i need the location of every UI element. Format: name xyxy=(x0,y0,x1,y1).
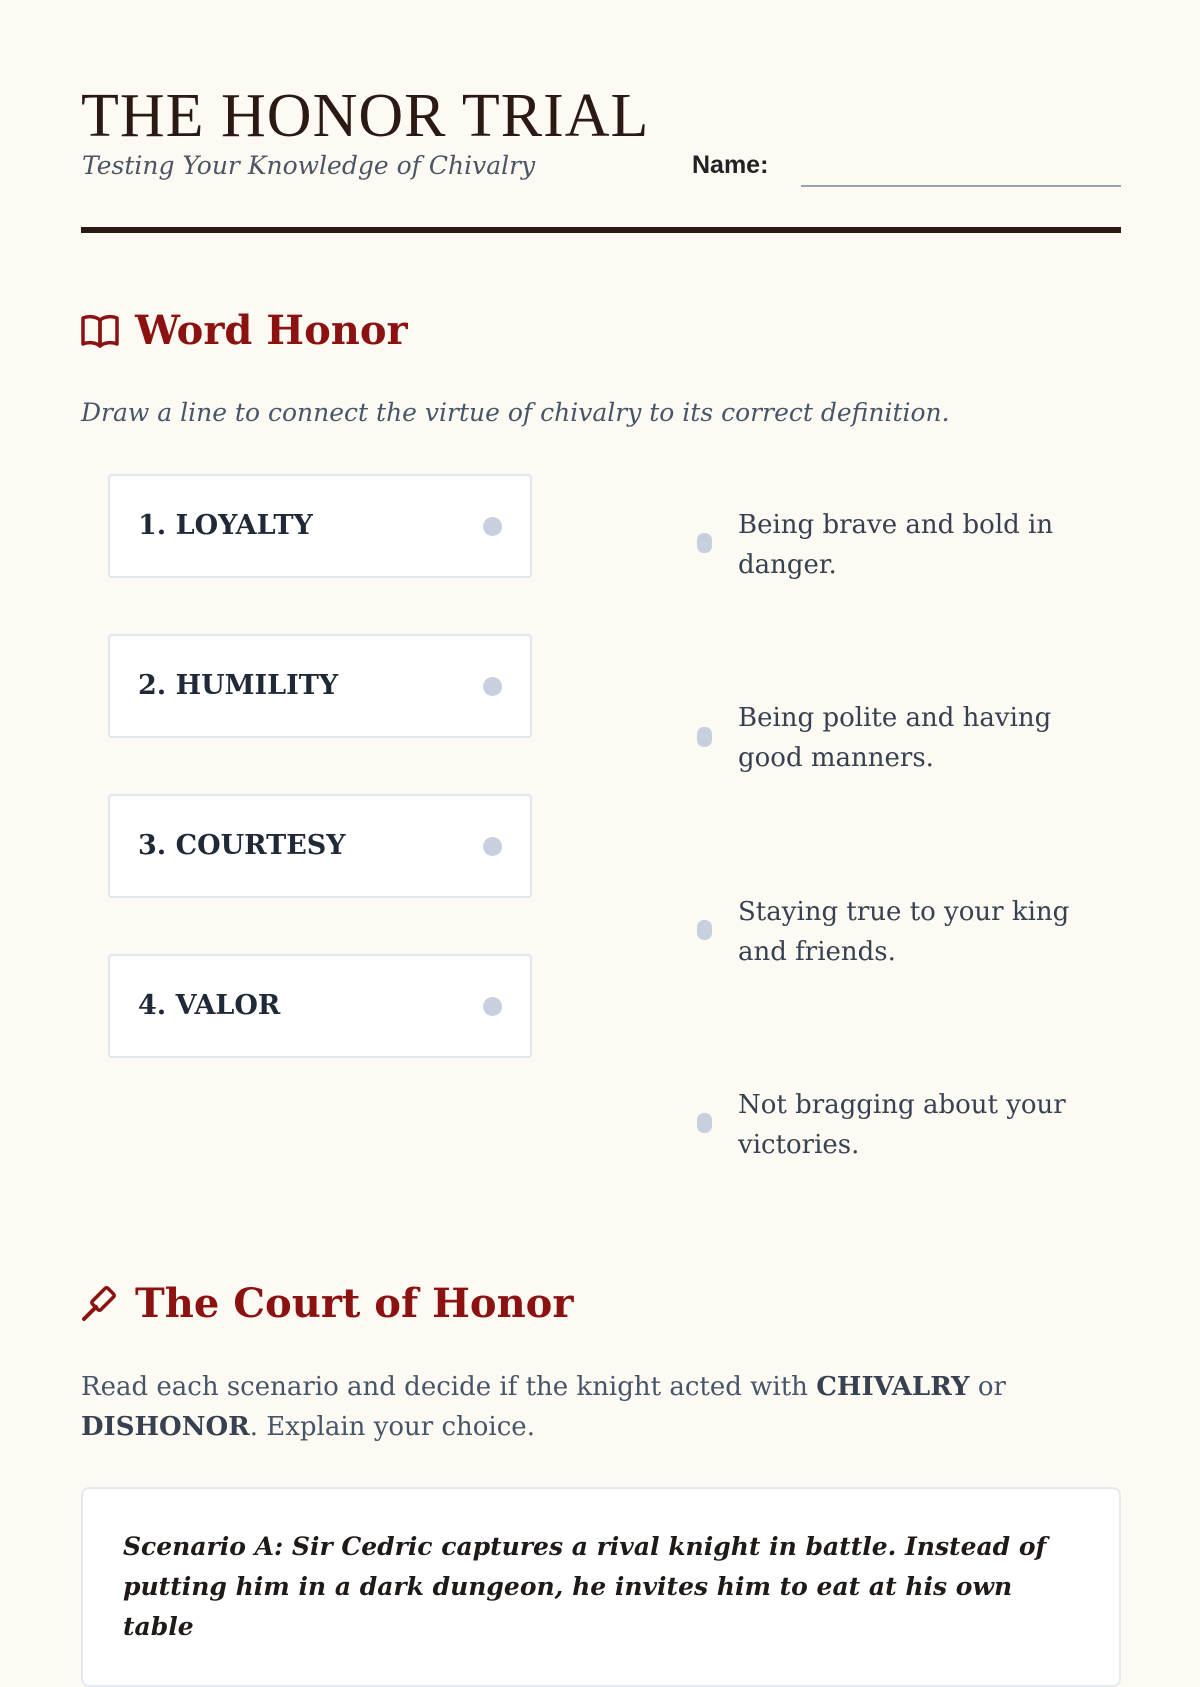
court-instructions xyxy=(81,1367,1131,1447)
worksheet-subtitle: Testing Your Knowledge of Chivalry xyxy=(82,151,536,180)
definition-connector-dot[interactable] xyxy=(697,727,712,747)
name-label: Name: xyxy=(692,151,769,179)
word-honor-title: Word Honor xyxy=(135,307,408,354)
choice-chivalry: CHIVALRY xyxy=(816,1372,970,1402)
worksheet-header xyxy=(81,82,1121,235)
term-card xyxy=(108,474,532,578)
term-connector-dot[interactable] xyxy=(483,677,502,696)
definition-connector-dot[interactable] xyxy=(697,1113,712,1133)
term-label: 3. COURTESY xyxy=(138,830,346,861)
definition-connector-dot[interactable] xyxy=(697,533,712,553)
definition-text: Being brave and bold in danger. xyxy=(738,510,1054,580)
court-instructions-text: . Explain your choice. xyxy=(249,1412,535,1442)
court-of-honor-title: The Court of Honor xyxy=(135,1280,574,1327)
definition-text: Staying true to your king and friends. xyxy=(738,897,1070,967)
definition-text: Not bragging about your victories. xyxy=(738,1090,1066,1160)
term-card xyxy=(108,634,532,738)
matching-instructions: Draw a line to connect the virtue of chivalry to its correct definition. xyxy=(81,398,950,427)
term-label: 4. VALOR xyxy=(138,990,281,1021)
worksheet-title: THE HONOR TRIAL xyxy=(81,82,650,150)
definition-text: Being polite and having good manners. xyxy=(738,703,1052,773)
court-instructions-text: Read each scenario and decide if the knight acted with xyxy=(81,1372,817,1402)
term-card xyxy=(108,794,532,898)
header-divider xyxy=(81,227,1121,233)
definition-connector-dot[interactable] xyxy=(697,920,712,940)
term-connector-dot[interactable] xyxy=(483,997,502,1016)
word-honor-heading xyxy=(81,307,408,354)
court-of-honor-heading xyxy=(81,1280,573,1327)
scenario-card xyxy=(81,1487,1121,1687)
term-card xyxy=(108,954,532,1058)
name-field[interactable] xyxy=(801,185,1121,187)
gavel-icon xyxy=(81,1285,119,1323)
book-open-icon xyxy=(81,314,119,348)
choice-dishonor: DISHONOR xyxy=(81,1412,250,1442)
term-label: 1. LOYALTY xyxy=(138,510,313,541)
term-connector-dot[interactable] xyxy=(483,517,502,536)
term-label: 2. HUMILITY xyxy=(138,670,339,701)
term-connector-dot[interactable] xyxy=(483,837,502,856)
scenario-a-text: Scenario A: Sir Cedric captures a rival knight in battle. Instead of putting him in a dark dungeon, he invites him to eat at his own table xyxy=(123,1532,1047,1641)
court-instructions-text: or xyxy=(969,1372,1006,1402)
